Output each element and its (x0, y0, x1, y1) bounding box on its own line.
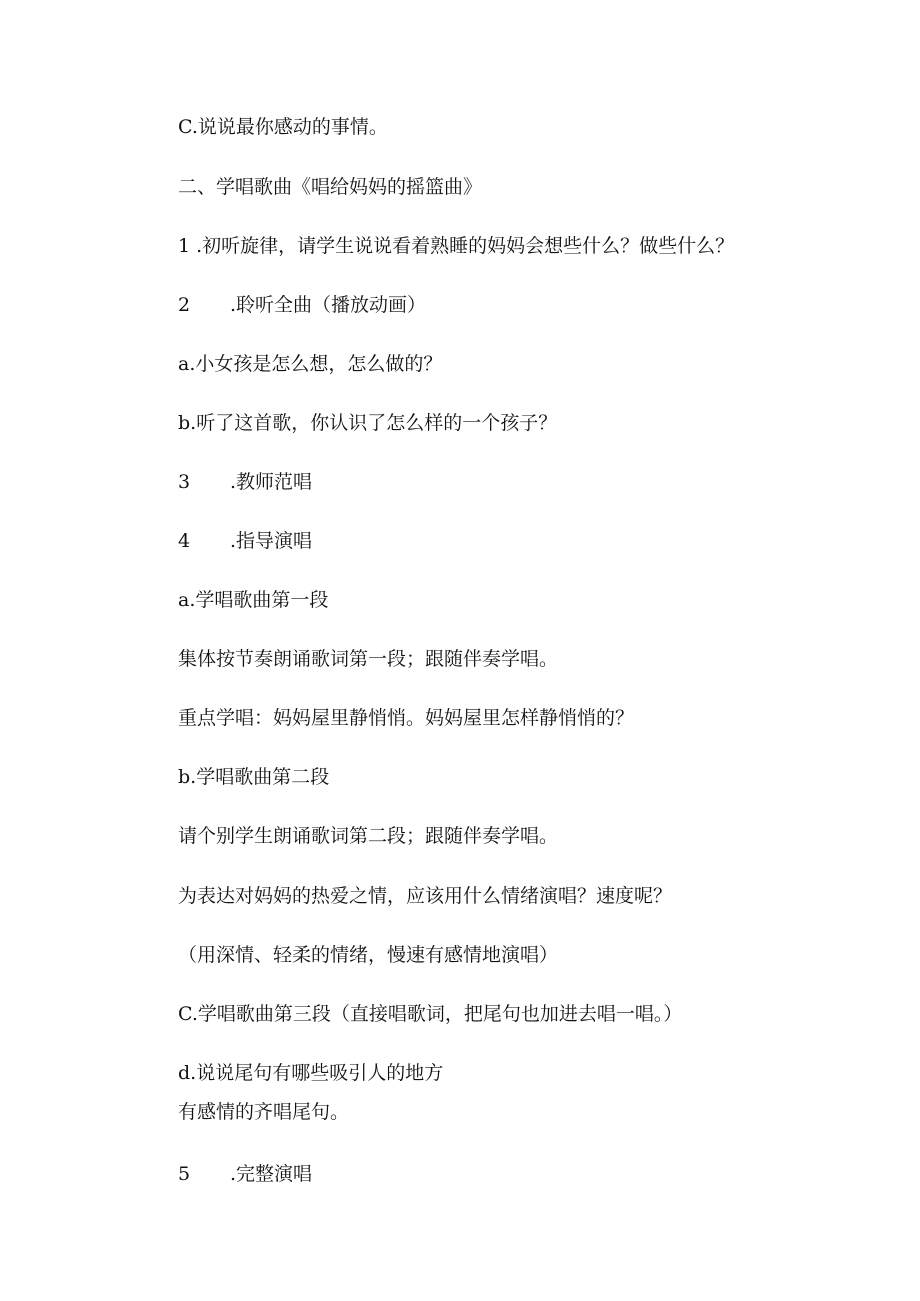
text-line: C.说说最你感动的事情。 (178, 116, 388, 138)
numbered-step (178, 293, 426, 317)
text-line: 重点学唱：妈妈屋里静悄悄。妈妈屋里怎样静悄悄的？ (178, 707, 635, 729)
step-number: 5 (178, 1163, 191, 1185)
step-number: 3 (178, 471, 191, 493)
text-line: 集体按节奏朗诵歌词第一段；跟随伴奏学唱。 (178, 648, 559, 670)
step-label: .指导演唱 (230, 530, 313, 552)
text-line: 有感情的齐唱尾句。 (178, 1101, 350, 1123)
step-number: 2 (178, 294, 191, 316)
step-label: .教师范唱 (230, 471, 313, 493)
text-line: a.学唱歌曲第一段 (178, 589, 329, 611)
text-line: b.听了这首歌，你认识了怎么样的一个孩子？ (178, 412, 558, 434)
text-line: （用深情、轻柔的情绪，慢速有感情地演唱） (178, 944, 559, 966)
text-line: a.小女孩是怎么想，怎么做的？ (178, 353, 443, 375)
numbered-step (178, 1162, 312, 1186)
step-number: 4 (178, 530, 191, 552)
text-line: b.学唱歌曲第二段 (178, 766, 330, 788)
text-line: C.学唱歌曲第三段（直接唱歌词，把尾句也加进去唱一唱。） (178, 1003, 683, 1025)
section-heading: 二、学唱歌曲《唱给妈妈的摇篮曲》 (178, 176, 483, 198)
text-line: 为表达对妈妈的热爱之情，应该用什么情绪演唱？速度呢？ (178, 885, 673, 907)
step-label: .聆听全曲（播放动画） (230, 294, 427, 316)
step-label: .完整演唱 (230, 1163, 313, 1185)
text-line: 1 .初听旋律，请学生说说看着熟睡的妈妈会想些什么？做些什么？ (178, 235, 735, 257)
numbered-step (178, 470, 312, 494)
text-line: d.说说尾句有哪些吸引人的地方 (178, 1062, 444, 1084)
text-line: 请个别学生朗诵歌词第二段；跟随伴奏学唱。 (178, 825, 559, 847)
numbered-step (178, 529, 312, 553)
